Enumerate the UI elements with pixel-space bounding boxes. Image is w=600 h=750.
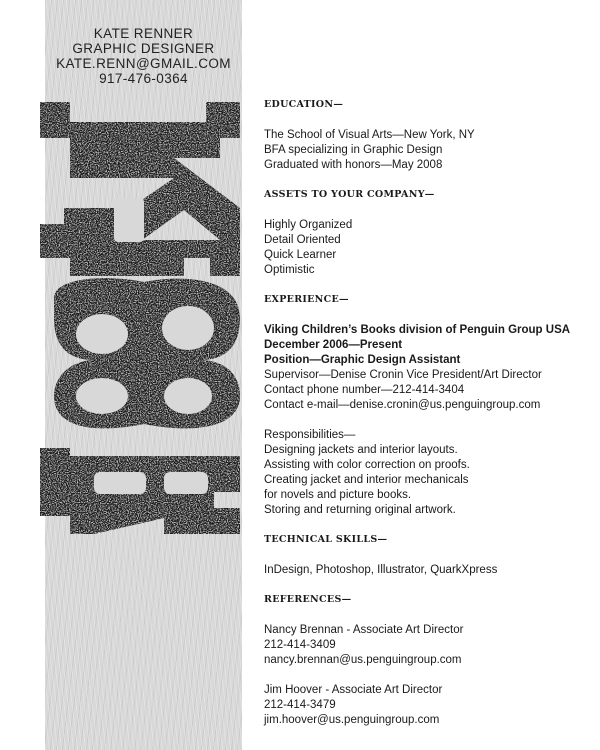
- skills-section: [264, 533, 594, 578]
- education-heading: EDUCATION—: [264, 99, 344, 110]
- education-line: The School of Visual Arts—New York, NY: [264, 129, 475, 141]
- references-section: [264, 593, 594, 728]
- contact-name: KATE RENNER: [93, 26, 194, 41]
- experience-heading: EXPERIENCE—: [264, 294, 349, 305]
- education-line: Graduated with honors—May 2008: [264, 159, 443, 171]
- references-heading: REFERENCES—: [264, 594, 352, 605]
- spacer: [264, 413, 594, 428]
- reference-email: jim.hoover@us.penguingroup.com: [264, 714, 440, 726]
- asset-item: Detail Oriented: [264, 234, 341, 246]
- asset-item: Highly Organized: [264, 219, 353, 231]
- education-line: BFA specializing in Graphic Design: [264, 144, 443, 156]
- experience-detail: Supervisor—Denise Cronin Vice President/Art Director: [264, 369, 542, 381]
- responsibility-item: for novels and picture books.: [264, 489, 412, 501]
- asset-item: Quick Learner: [264, 249, 337, 261]
- responsibility-item: Creating jacket and interior mechanicals: [264, 474, 469, 486]
- reference-phone: 212-414-3409: [264, 639, 336, 651]
- asset-item: Optimistic: [264, 264, 315, 276]
- assets-heading: ASSETS TO YOUR COMPANY—: [264, 189, 435, 200]
- reference-name: Jim Hoover - Associate Art Director: [264, 684, 443, 696]
- spacer: [264, 668, 594, 683]
- experience-dates: December 2006—Present: [264, 339, 403, 351]
- skills-line: InDesign, Photoshop, Illustrator, QuarkXpress: [264, 564, 498, 576]
- reference-name: Nancy Brennan - Associate Art Director: [264, 624, 464, 636]
- responsibility-item: Designing jackets and interior layouts.: [264, 444, 458, 456]
- experience-position: Position—Graphic Design Assistant: [264, 354, 461, 366]
- contact-block: [45, 26, 242, 86]
- contact-phone: 917-476-0364: [99, 71, 188, 86]
- contact-title: GRAPHIC DESIGNER: [72, 41, 215, 56]
- woodtype-monogram-logo-icon: [34, 98, 242, 538]
- responsibility-item: Assisting with color correction on proofs.: [264, 459, 470, 471]
- responsibility-item: Storing and returning original artwork.: [264, 504, 456, 516]
- contact-email: KATE.RENN@GMAIL.COM: [56, 56, 231, 71]
- assets-section: [264, 188, 594, 278]
- responsibilities-heading: Responsibilities—: [264, 429, 356, 441]
- experience-company: Viking Children’s Books division of Penguin Group USA: [264, 324, 571, 336]
- experience-detail: Contact phone number—212-414-3404: [264, 384, 465, 396]
- experience-section: [264, 293, 594, 518]
- experience-detail: Contact e-mail—denise.cronin@us.penguingroup.com: [264, 399, 541, 411]
- skills-heading: TECHNICAL SKILLS—: [264, 534, 388, 545]
- resume-body: [264, 98, 594, 743]
- reference-email: nancy.brennan@us.penguingroup.com: [264, 654, 462, 666]
- education-section: [264, 98, 594, 173]
- reference-phone: 212-414-3479: [264, 699, 336, 711]
